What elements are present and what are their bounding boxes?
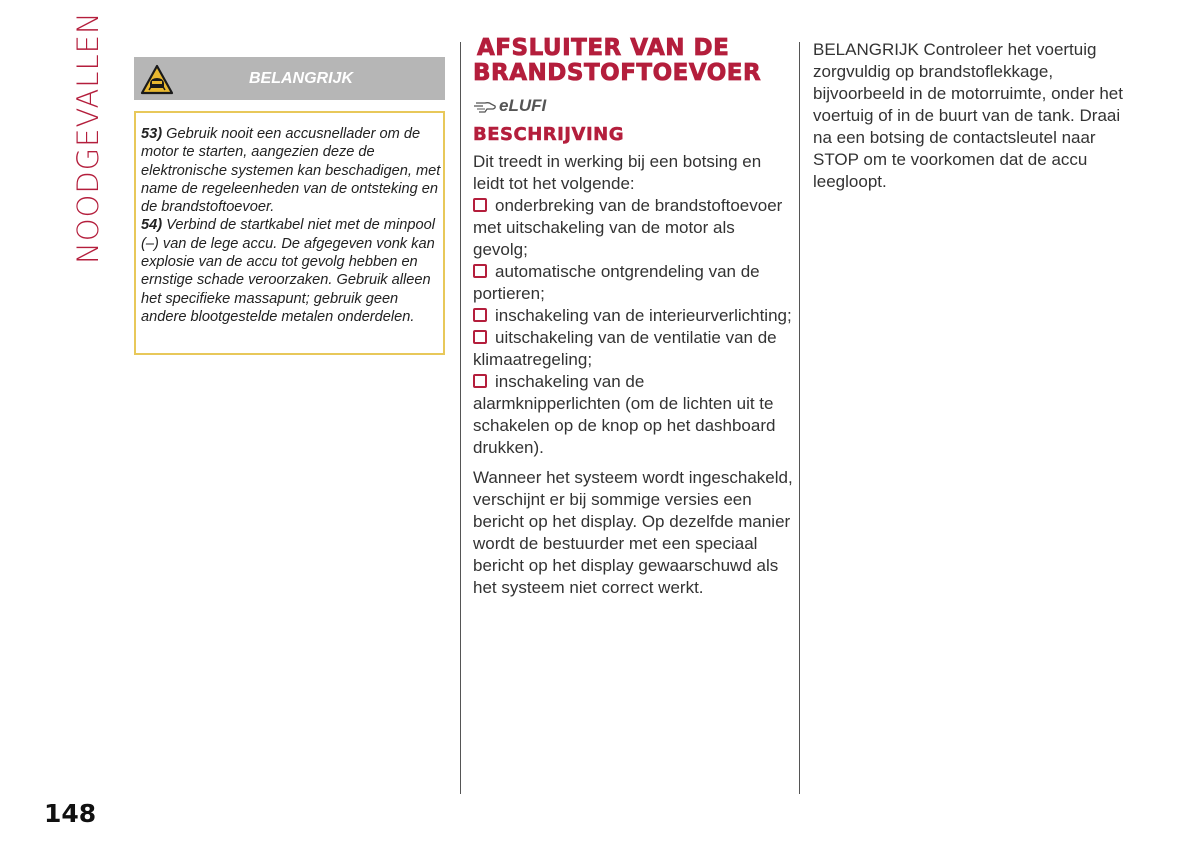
warning-header (134, 57, 445, 100)
column-divider (460, 42, 461, 794)
list-item-text: onderbreking van de brandstoftoevoer met uitschakeling van de motor als gevolg; (473, 196, 783, 259)
section-title-line: BRANDSTOFTOEVOER (473, 60, 762, 86)
checkbox-bullet-icon (473, 198, 487, 212)
note-column (813, 39, 1133, 193)
column-divider (799, 42, 800, 794)
paragraph: Wanneer het systeem wordt ingeschakeld, verschijnt er bij sommige versies een bericht op het display. Op dezelfde manier wordt de bestuurder met een speciaal bericht op het display gewaarschuwd als het systeem niet correct werkt. (473, 468, 793, 597)
list-item-text: inschakeling van de alarmknipperlichten (om de lichten uit te schakelen op de knop op het dashboard drukken). (473, 372, 776, 457)
list-item (473, 327, 793, 371)
list-item-text: uitschakeling van de ventilatie van de klimaatregeling; (473, 328, 777, 369)
warning-text (141, 125, 441, 326)
warning-triangle-icon (137, 59, 177, 99)
warning-item-text: Verbind de startkabel niet met de minpool (–) van de lege accu. De afgegeven vonk kan explosie van de accu tot gevolg hebben en ernstige schade veroorzaken. Gebruik alleen het specifieke massapunt; gebruik geen andere blootgestelde metalen onderdelen. (141, 217, 435, 325)
checkbox-bullet-icon (473, 330, 487, 344)
warning-item-number: 54) (141, 217, 163, 234)
hand-pointer-icon (473, 97, 497, 115)
list-item (473, 261, 793, 305)
list-item (473, 195, 793, 261)
list-item (473, 305, 793, 327)
list-item-text: automatische ontgrendeling van de portieren; (473, 262, 760, 303)
checkbox-bullet-icon (473, 374, 487, 388)
list-item (473, 371, 793, 459)
warning-item-number: 53) (141, 126, 163, 142)
page-number: 148 (44, 799, 97, 828)
warning-box (134, 111, 445, 355)
chapter-title: NOODGEVALLEN (71, 11, 105, 264)
list-item-text: inschakeling van de interieurverlichting; (495, 306, 792, 325)
subsection-title: BESCHRIJVING (473, 124, 624, 145)
note-paragraph: BELANGRIJK Controleer het voertuig zorgvuldig op brandstoflekkage, bijvoorbeeld in de motorruimte, onder het voertuig of in de buurt van de tank. Draai na een botsing de contactsleutel naar STOP om te voorkomen dat de accu leegloopt. (813, 40, 1123, 191)
logo-text: eLUFI (499, 96, 547, 115)
section-title (473, 36, 793, 86)
description-body (473, 151, 793, 599)
warning-title: BELANGRIJK (248, 69, 353, 87)
fuel-cutoff-logo (473, 94, 793, 118)
warning-item-text: Gebruik nooit een accusnellader om de motor te starten, aangezien deze de elektronische systemen kan beschadigen, met name de regeleenheden van de ontsteking en de brandstoftoevoer. (141, 126, 441, 216)
checkbox-bullet-icon (473, 264, 487, 278)
checkbox-bullet-icon (473, 308, 487, 322)
section-title-line: AFSLUITER VAN DE (477, 35, 730, 61)
intro-paragraph: Dit treedt in werking bij een botsing en leidt tot het volgende: (473, 152, 762, 193)
main-column (473, 36, 793, 599)
